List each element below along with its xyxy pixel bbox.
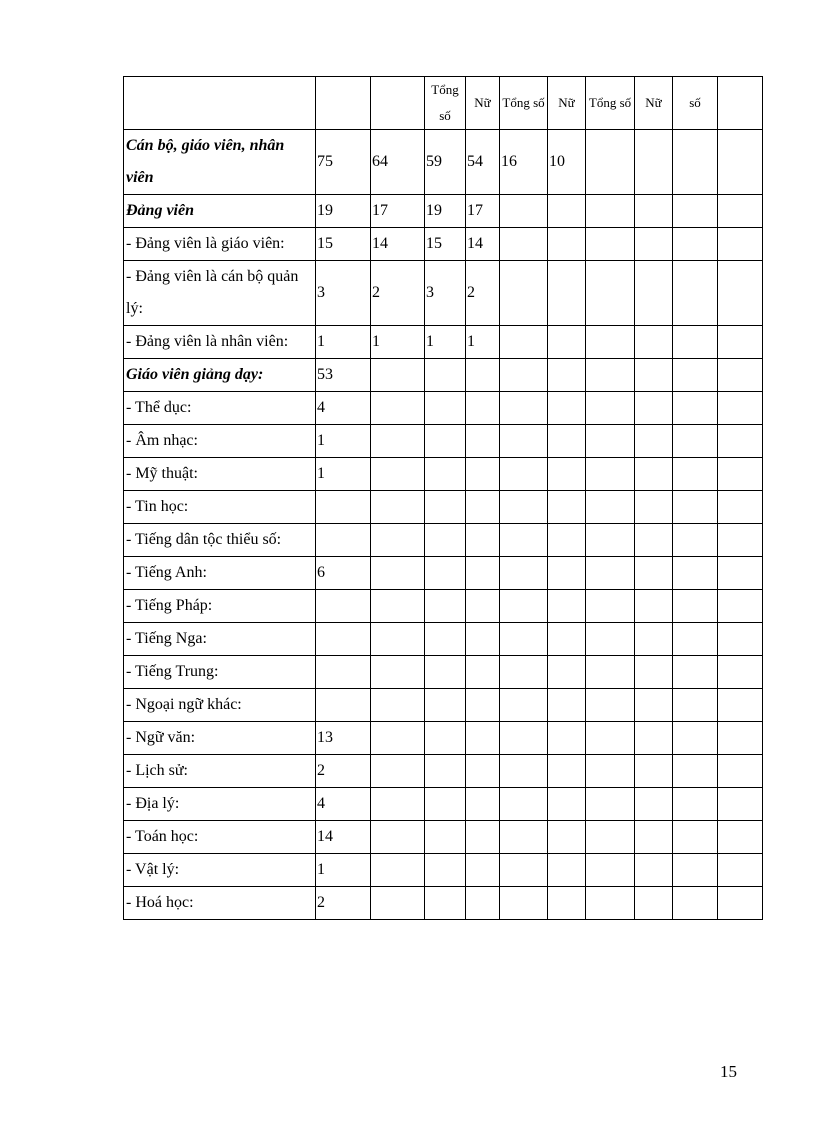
value-cell — [466, 821, 500, 854]
value-cell — [718, 557, 763, 590]
header-cell: Nữ — [635, 77, 673, 130]
value-cell — [718, 491, 763, 524]
value-cell — [673, 557, 718, 590]
value-cell: 17 — [466, 195, 500, 228]
value-cell — [673, 458, 718, 491]
value-cell — [586, 359, 635, 392]
value-cell — [673, 524, 718, 557]
value-cell — [466, 722, 500, 755]
row-label: - Địa lý: — [124, 788, 316, 821]
value-cell — [718, 590, 763, 623]
value-cell — [371, 854, 425, 887]
value-cell — [548, 359, 586, 392]
value-cell — [673, 228, 718, 261]
value-cell — [466, 557, 500, 590]
value-cell: 16 — [500, 130, 548, 195]
value-cell — [635, 755, 673, 788]
value-cell — [371, 623, 425, 656]
value-cell — [635, 326, 673, 359]
table-row — [124, 195, 763, 228]
value-cell — [635, 425, 673, 458]
value-cell — [718, 228, 763, 261]
header-cell: Tổng số — [500, 77, 548, 130]
value-cell — [635, 689, 673, 722]
value-cell: 64 — [371, 130, 425, 195]
value-cell — [466, 392, 500, 425]
value-cell: 1 — [316, 854, 371, 887]
value-cell — [586, 392, 635, 425]
value-cell — [548, 261, 586, 326]
value-cell — [635, 458, 673, 491]
value-cell — [718, 392, 763, 425]
value-cell — [718, 656, 763, 689]
value-cell — [718, 130, 763, 195]
value-cell — [371, 590, 425, 623]
value-cell: 2 — [466, 261, 500, 326]
value-cell: 75 — [316, 130, 371, 195]
value-cell — [425, 689, 466, 722]
value-cell — [718, 755, 763, 788]
value-cell — [548, 458, 586, 491]
header-cell: Tổng số — [586, 77, 635, 130]
value-cell — [673, 590, 718, 623]
value-cell — [718, 261, 763, 326]
table-row — [124, 524, 763, 557]
value-cell — [673, 359, 718, 392]
value-cell — [371, 425, 425, 458]
row-label: - Thể dục: — [124, 392, 316, 425]
value-cell — [500, 491, 548, 524]
value-cell — [371, 557, 425, 590]
value-cell — [586, 261, 635, 326]
value-cell — [548, 656, 586, 689]
table-row — [124, 755, 763, 788]
value-cell — [425, 788, 466, 821]
value-cell — [718, 887, 763, 920]
table-row — [124, 854, 763, 887]
row-label: - Tiếng Trung: — [124, 656, 316, 689]
value-cell: 3 — [316, 261, 371, 326]
value-cell — [635, 392, 673, 425]
value-cell — [425, 425, 466, 458]
value-cell — [635, 359, 673, 392]
value-cell — [635, 491, 673, 524]
header-cell — [316, 77, 371, 130]
row-label: - Ngữ văn: — [124, 722, 316, 755]
value-cell — [548, 755, 586, 788]
table-row — [124, 261, 763, 326]
value-cell — [548, 854, 586, 887]
value-cell — [500, 326, 548, 359]
row-label: - Tiếng Anh: — [124, 557, 316, 590]
value-cell: 1 — [371, 326, 425, 359]
value-cell — [673, 392, 718, 425]
value-cell — [586, 195, 635, 228]
value-cell: 17 — [371, 195, 425, 228]
value-cell — [548, 195, 586, 228]
value-cell — [371, 887, 425, 920]
value-cell — [500, 887, 548, 920]
value-cell — [466, 524, 500, 557]
value-cell — [371, 788, 425, 821]
value-cell — [316, 656, 371, 689]
value-cell — [548, 228, 586, 261]
value-cell — [586, 228, 635, 261]
value-cell: 19 — [316, 195, 371, 228]
value-cell — [500, 689, 548, 722]
value-cell — [586, 854, 635, 887]
value-cell — [548, 557, 586, 590]
value-cell — [635, 623, 673, 656]
value-cell — [371, 821, 425, 854]
page-number: 15 — [720, 1062, 737, 1081]
value-cell — [425, 359, 466, 392]
value-cell — [718, 689, 763, 722]
value-cell — [548, 623, 586, 656]
value-cell — [548, 689, 586, 722]
value-cell: 2 — [371, 261, 425, 326]
value-cell — [635, 854, 673, 887]
value-cell — [548, 425, 586, 458]
row-label: - Mỹ thuật: — [124, 458, 316, 491]
header-cell — [718, 77, 763, 130]
value-cell — [673, 326, 718, 359]
value-cell — [586, 755, 635, 788]
value-cell — [425, 557, 466, 590]
value-cell: 54 — [466, 130, 500, 195]
row-label: - Toán học: — [124, 821, 316, 854]
value-cell — [425, 623, 466, 656]
value-cell — [586, 590, 635, 623]
value-cell — [548, 722, 586, 755]
row-label: - Vật lý: — [124, 854, 316, 887]
row-label: - Tiếng Nga: — [124, 623, 316, 656]
table-row — [124, 491, 763, 524]
value-cell — [635, 722, 673, 755]
value-cell — [635, 261, 673, 326]
value-cell: 1 — [316, 425, 371, 458]
table-row — [124, 590, 763, 623]
value-cell — [635, 821, 673, 854]
value-cell — [466, 755, 500, 788]
value-cell — [586, 722, 635, 755]
value-cell — [635, 590, 673, 623]
value-cell: 1 — [425, 326, 466, 359]
value-cell — [635, 228, 673, 261]
value-cell — [673, 623, 718, 656]
table-row — [124, 623, 763, 656]
row-label: - Tiếng dân tộc thiểu số: — [124, 524, 316, 557]
value-cell — [500, 656, 548, 689]
table-body — [124, 77, 763, 920]
row-label: - Tiếng Pháp: — [124, 590, 316, 623]
value-cell — [371, 755, 425, 788]
value-cell — [586, 689, 635, 722]
value-cell — [718, 854, 763, 887]
value-cell — [586, 821, 635, 854]
value-cell — [673, 261, 718, 326]
value-cell — [718, 326, 763, 359]
value-cell — [635, 656, 673, 689]
value-cell — [586, 425, 635, 458]
table-row — [124, 228, 763, 261]
row-label: Cán bộ, giáo viên, nhân viên — [124, 130, 316, 195]
value-cell — [718, 195, 763, 228]
row-label: - Âm nhạc: — [124, 425, 316, 458]
header-cell — [124, 77, 316, 130]
value-cell — [500, 458, 548, 491]
value-cell — [425, 755, 466, 788]
value-cell — [586, 326, 635, 359]
value-cell — [466, 887, 500, 920]
value-cell — [548, 788, 586, 821]
value-cell — [466, 425, 500, 458]
value-cell — [500, 788, 548, 821]
value-cell: 14 — [371, 228, 425, 261]
value-cell — [673, 130, 718, 195]
value-cell — [586, 557, 635, 590]
value-cell — [673, 887, 718, 920]
value-cell: 14 — [466, 228, 500, 261]
value-cell — [673, 689, 718, 722]
table-row — [124, 326, 763, 359]
value-cell — [466, 359, 500, 392]
value-cell — [371, 458, 425, 491]
value-cell — [718, 722, 763, 755]
value-cell — [316, 590, 371, 623]
value-cell: 13 — [316, 722, 371, 755]
row-label: Giáo viên giảng dạy: — [124, 359, 316, 392]
value-cell — [586, 887, 635, 920]
value-cell — [635, 524, 673, 557]
row-label: - Tin học: — [124, 491, 316, 524]
value-cell — [548, 524, 586, 557]
table-row — [124, 821, 763, 854]
value-cell — [466, 656, 500, 689]
header-cell: Nữ — [548, 77, 586, 130]
value-cell — [586, 623, 635, 656]
value-cell — [635, 557, 673, 590]
value-cell — [500, 623, 548, 656]
table-row — [124, 557, 763, 590]
value-cell — [500, 590, 548, 623]
value-cell — [718, 623, 763, 656]
value-cell: 4 — [316, 788, 371, 821]
table-row — [124, 458, 763, 491]
value-cell — [586, 524, 635, 557]
value-cell — [673, 821, 718, 854]
value-cell — [316, 623, 371, 656]
table-row — [124, 425, 763, 458]
value-cell: 4 — [316, 392, 371, 425]
table-row — [124, 392, 763, 425]
table-row — [124, 887, 763, 920]
value-cell: 59 — [425, 130, 466, 195]
table-row — [124, 788, 763, 821]
row-label: - Đảng viên là giáo viên: — [124, 228, 316, 261]
value-cell — [548, 392, 586, 425]
value-cell — [425, 524, 466, 557]
value-cell — [548, 887, 586, 920]
value-cell — [718, 821, 763, 854]
value-cell — [586, 491, 635, 524]
value-cell: 3 — [425, 261, 466, 326]
value-cell — [548, 590, 586, 623]
value-cell — [718, 425, 763, 458]
value-cell — [425, 392, 466, 425]
value-cell — [500, 854, 548, 887]
value-cell — [466, 788, 500, 821]
value-cell — [500, 821, 548, 854]
value-cell — [673, 788, 718, 821]
value-cell — [586, 458, 635, 491]
header-cell: Tổng số — [425, 77, 466, 130]
value-cell — [425, 887, 466, 920]
value-cell — [718, 458, 763, 491]
table-header-row — [124, 77, 763, 130]
value-cell — [500, 425, 548, 458]
value-cell: 53 — [316, 359, 371, 392]
value-cell — [673, 755, 718, 788]
value-cell — [635, 887, 673, 920]
value-cell — [425, 656, 466, 689]
value-cell: 1 — [466, 326, 500, 359]
value-cell: 19 — [425, 195, 466, 228]
staff-statistics-table — [123, 76, 763, 920]
value-cell — [425, 854, 466, 887]
value-cell — [673, 425, 718, 458]
value-cell — [466, 590, 500, 623]
row-label: - Hoá học: — [124, 887, 316, 920]
value-cell — [673, 656, 718, 689]
row-label: - Đảng viên là cán bộ quản lý: — [124, 261, 316, 326]
header-cell: Nữ — [466, 77, 500, 130]
value-cell — [371, 359, 425, 392]
value-cell — [371, 392, 425, 425]
value-cell: 2 — [316, 755, 371, 788]
table-row — [124, 689, 763, 722]
value-cell — [500, 392, 548, 425]
value-cell — [500, 722, 548, 755]
value-cell: 10 — [548, 130, 586, 195]
value-cell — [635, 130, 673, 195]
value-cell — [635, 195, 673, 228]
value-cell — [371, 656, 425, 689]
value-cell — [500, 261, 548, 326]
value-cell — [371, 722, 425, 755]
value-cell — [371, 524, 425, 557]
value-cell — [500, 228, 548, 261]
value-cell — [316, 524, 371, 557]
value-cell — [500, 195, 548, 228]
value-cell — [500, 524, 548, 557]
row-label: - Đảng viên là nhân viên: — [124, 326, 316, 359]
value-cell: 15 — [316, 228, 371, 261]
value-cell — [466, 491, 500, 524]
table-row — [124, 722, 763, 755]
value-cell — [718, 524, 763, 557]
header-cell — [371, 77, 425, 130]
value-cell — [586, 788, 635, 821]
value-cell — [316, 689, 371, 722]
value-cell — [718, 788, 763, 821]
value-cell — [425, 722, 466, 755]
value-cell — [673, 195, 718, 228]
table-row — [124, 656, 763, 689]
value-cell — [673, 722, 718, 755]
row-label: - Ngoại ngữ khác: — [124, 689, 316, 722]
value-cell — [635, 788, 673, 821]
row-label: - Lịch sử: — [124, 755, 316, 788]
value-cell — [316, 491, 371, 524]
value-cell: 2 — [316, 887, 371, 920]
value-cell — [548, 821, 586, 854]
value-cell — [425, 491, 466, 524]
value-cell — [371, 491, 425, 524]
value-cell: 6 — [316, 557, 371, 590]
value-cell — [718, 359, 763, 392]
value-cell — [586, 130, 635, 195]
value-cell — [466, 689, 500, 722]
value-cell — [673, 491, 718, 524]
value-cell — [371, 689, 425, 722]
value-cell — [425, 821, 466, 854]
table-row — [124, 130, 763, 195]
value-cell — [548, 326, 586, 359]
value-cell — [500, 755, 548, 788]
value-cell — [500, 359, 548, 392]
value-cell — [466, 623, 500, 656]
value-cell — [425, 590, 466, 623]
value-cell — [425, 458, 466, 491]
value-cell: 15 — [425, 228, 466, 261]
value-cell — [500, 557, 548, 590]
value-cell — [673, 854, 718, 887]
value-cell: 1 — [316, 326, 371, 359]
value-cell: 14 — [316, 821, 371, 854]
row-label: Đảng viên — [124, 195, 316, 228]
value-cell — [548, 491, 586, 524]
table-row — [124, 359, 763, 392]
value-cell — [586, 656, 635, 689]
header-cell: số — [673, 77, 718, 130]
value-cell — [466, 854, 500, 887]
value-cell — [466, 458, 500, 491]
value-cell: 1 — [316, 458, 371, 491]
